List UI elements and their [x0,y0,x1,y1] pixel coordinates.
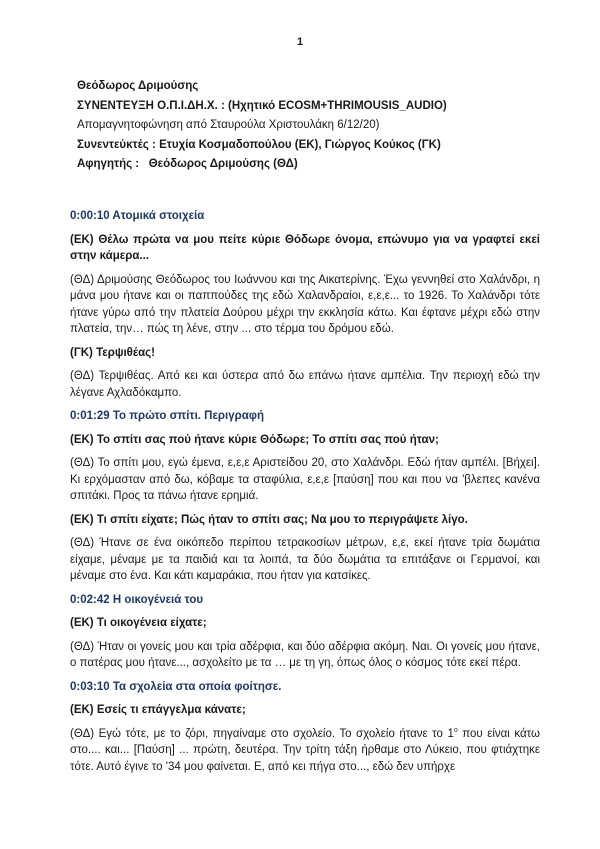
transcript-body [70,208,540,782]
question-paragraph: (ΕΚ) Θέλω πρώτα να μου πείτε κύριε Θόδωρε όνομα, επώνυμο για να γραφτεί εκεί στην κάμερα... [70,233,540,262]
answer-paragraph: (ΘΔ) Τερψιθέας. Από κει και ύστερα από δω επάνω ήτανε αμπέλια. Την περιοχή εδώ την λέγανε Αχλαδόκαμπο. [70,370,540,399]
section-heading: 0:00:10 Ατομικά στοιχεία [70,210,205,222]
question-paragraph: (ΕΚ) Τι οικογένεια είχατε; [70,617,207,629]
narrator-value: Θεόδωρος Δριμούσης (ΘΔ) [148,158,298,170]
transcription-note: Απομαγνητοφώνηση από Σταυρούλα Χριστουλάκη 6/12/20) [77,119,380,131]
question-paragraph: (ΕΚ) Εσείς τι επάγγελμα κάνατε; [70,704,246,716]
question-paragraph: (ΕΚ) Τι σπίτι είχατε; Πώς ήταν το σπίτι σας; Να μου το περιγράψετε λίγο. [70,513,468,526]
question-paragraph: (ΓΚ) Τερψιθέας! [70,346,155,359]
answer-paragraph: (ΘΔ) Εγώ τότε, με το ζόρι, πηγαίναμε στο σχολείο. Το σχολείο ήτανε το $1^o$ που είναι κάτω στο.... και... [Παύση] ... πρώτη, δευτέρα. Την τρίτη τάξη ήρθαμε στο Λύκειο, που φτιάχτηκε τότε. Αυτό έγινε το '34 μου φαίνεται. Ε, από κει πήγα στο..., εδώ δεν υπήρχε [70,726,540,773]
section-heading: 0:02:42 Η οικογένειά του [70,593,204,606]
answer-paragraph: (ΘΔ) Δριμούσης Θεόδωρος του Ιωάννου και της Αικατερίνης. Έχω γεννηθεί στο Χαλάνδρι, η μάνα μου ήτανε και οι παππούδες της εδώ Χαλανδραίοι, ε,ε,ε... το 1926. Το Χαλάνδρι τότε ήτανε γύρω από την πλατεία Δούρου μέχρι την εκκλησία κάτω. Και έφτανε μέχρι εδώ στην πλατεία, την… πώς τη λένε, στην ... στο τέρμα του δρόμου εδώ. [70,273,540,335]
document-header [77,77,447,175]
interviewers-label: Συνεντεύκτές : [77,138,156,151]
answer-paragraph: (ΘΔ) Ήταν οι γονείς μου και τρία αδέρφια, και δύο αδέρφια ακόμη. Ναι. Οι γονείς μου ήτανε, ο πατέρας μου ήτανε..., ασχολείτο με τα … με τη γη, όπως όλος ο κόσμος τότε εκεί πέρα. [70,640,540,669]
narrator-label: Αφηγητής : [77,158,140,170]
interviewers-line [77,136,447,156]
interviewers-names: Ετυχία Κοσμαδοπούλου (ΕΚ), Γιώργος Κούκος (ΓΚ) [159,138,441,151]
answer-paragraph: (ΘΔ) Το σπίτι μου, εγώ έμενα, ε,ε,ε Αριστείδου 20, στο Χαλάνδρι. Εδώ ήταν αμπέλι. [Βήχει]. Κι ερχόμασταν από δω, κόβαμε τα σταφύλια, ε,ε,ε [παύση] που και που να 'βλεπες κανένα σπιτάκι. Προς τα πάνω ήτανε ερημιά. [70,457,540,502]
answer-paragraph: (ΘΔ) Ήτανε σε ένα οικόπεδο περίπου τετρακοσίων μέτρων, ε,ε, εκεί ήτανε τρία δωμάτια είχαμε, μέναμε με τα παιδιά και τα λοιπά, τα δύο δωμάτια τα επιτάξανε οι Γερμανοί, και μέναμε στο ένα. Και κάτι καμαράκια, που ήταν για κατσίκες. [70,537,540,582]
narrator-name: Θεόδωρος Δριμούσης [77,80,199,92]
narrator-line [77,155,447,175]
question-paragraph: (ΕΚ) Το σπίτι σας πού ήτανε κύριε Θόδωρε; Το σπίτι σας πού ήταν; [70,433,439,446]
section-heading: 0:01:29 Το πρώτο σπίτι. Περιγραφή [70,410,265,422]
section-heading: 0:03:10 Τα σχολεία στα οποία φοίτησε. [70,680,282,693]
page-number: 1 [296,36,304,48]
interview-title: ΣΥΝΕΝΤΕΥΞΗ Ο.Π.Ι.ΔΗ.Χ. : (Ηχητικό ECOSM+THRIMOUSIS_AUDIO) [77,99,447,112]
